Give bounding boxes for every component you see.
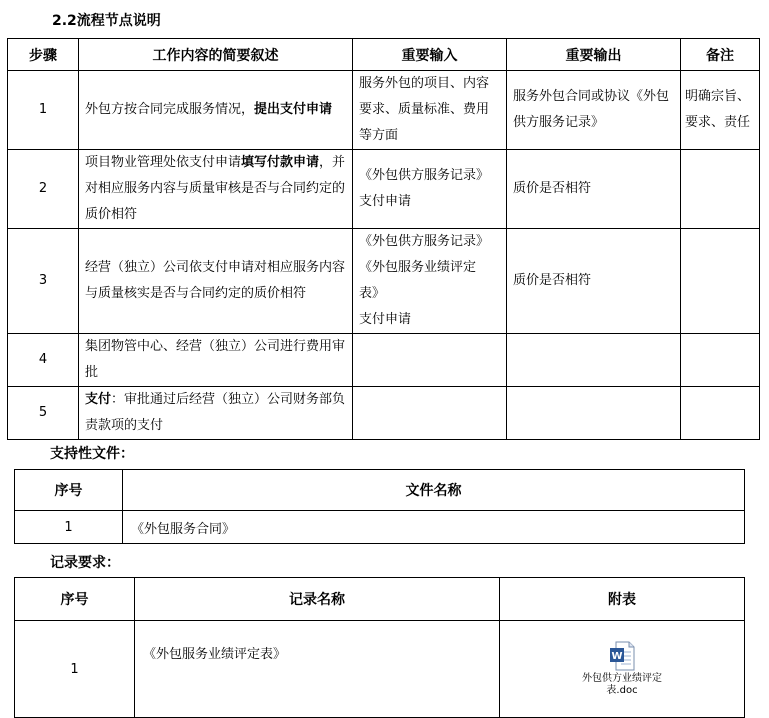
step-description: 集团物管中心、经营（独立）公司进行费用审批 — [79, 334, 353, 387]
step-output: 质价是否相符 — [507, 229, 681, 334]
header-step: 步骤 — [8, 39, 79, 71]
process-row-5 — [8, 387, 760, 440]
svg-text:W: W — [611, 651, 623, 662]
record-name: 《外包服务业绩评定表》 — [135, 621, 500, 718]
record-serial-number: 1 — [15, 621, 135, 718]
desc-tail-text: ：审批通过后经营（独立）公司财务部负责款项的支付 — [85, 392, 346, 433]
records-table — [14, 577, 745, 718]
process-row-4 — [8, 334, 760, 387]
attachment-file[interactable] — [500, 641, 744, 697]
header-record-name: 记录名称 — [135, 578, 500, 621]
process-row-1 — [8, 71, 760, 150]
header-document-name: 文件名称 — [123, 470, 745, 511]
step-number: 4 — [8, 334, 79, 387]
word-document-icon[interactable] — [609, 641, 635, 671]
support-docs-row — [15, 511, 745, 544]
step-output — [507, 334, 681, 387]
step-number: 2 — [8, 150, 79, 229]
step-output: 质价是否相符 — [507, 150, 681, 229]
step-input: 服务外包的项目、内容要求、质量标准、费用等方面 — [353, 71, 507, 150]
step-input: 《外包供方服务记录》 支付申请 — [353, 150, 507, 229]
step-description — [79, 150, 353, 229]
step-number: 5 — [8, 387, 79, 440]
header-input: 重要输入 — [353, 39, 507, 71]
step-description — [79, 71, 353, 150]
doc-name: 《外包服务合同》 — [123, 511, 745, 544]
support-docs-table — [14, 469, 745, 544]
desc-text: 项目物业管理处依支付申请 — [85, 155, 242, 170]
step-note: 明确宗旨、要求、责任 — [681, 71, 760, 150]
step-note — [681, 334, 760, 387]
step-note — [681, 387, 760, 440]
step-number: 3 — [8, 229, 79, 334]
step-input — [353, 229, 507, 334]
records-row — [15, 621, 745, 718]
desc-bold-text: 填写付款申请 — [241, 155, 320, 170]
step-input — [353, 387, 507, 440]
process-row-2 — [8, 150, 760, 229]
desc-text: 外包方按合同完成服务情况， — [85, 102, 255, 117]
input-line: 《外包供方服务记录》《外包服务业绩评定表》 — [359, 234, 490, 301]
desc-bold-text: 支付 — [85, 392, 112, 407]
header-note: 备注 — [681, 39, 760, 71]
header-attachment: 附表 — [500, 578, 745, 621]
step-description — [79, 387, 353, 440]
step-description: 经营（独立）公司依支付申请对相应服务内容与质量核实是否与合同约定的质价相符 — [79, 229, 353, 334]
process-header-row — [8, 39, 760, 71]
step-number: 1 — [8, 71, 79, 150]
step-input — [353, 334, 507, 387]
header-serial-number: 序号 — [15, 578, 135, 621]
desc-bold-text: 提出支付申请 — [254, 102, 333, 117]
doc-serial-number: 1 — [15, 511, 123, 544]
step-note — [681, 229, 760, 334]
support-docs-label: 支持性文件： — [50, 446, 134, 462]
support-docs-header-row — [15, 470, 745, 511]
process-row-3 — [8, 229, 760, 334]
records-label: 记录要求： — [50, 555, 120, 571]
header-serial-number: 序号 — [15, 470, 123, 511]
step-output — [507, 387, 681, 440]
input-line: 支付申请 — [359, 312, 412, 327]
process-table — [7, 38, 760, 440]
attachment-filename[interactable]: 外包供方业绩评定表.doc — [582, 673, 662, 696]
header-output: 重要输出 — [507, 39, 681, 71]
records-header-row — [15, 578, 745, 621]
attachment-cell[interactable] — [500, 621, 745, 718]
desc-tail-text: ，并对相应服务内容与质量审核是否与合同约定的质价相符 — [85, 155, 346, 222]
step-note — [681, 150, 760, 229]
header-description: 工作内容的简要叙述 — [79, 39, 353, 71]
section-title: 2.2流程节点说明 — [52, 13, 161, 29]
step-output: 服务外包合同或协议《外包供方服务记录》 — [507, 71, 681, 150]
